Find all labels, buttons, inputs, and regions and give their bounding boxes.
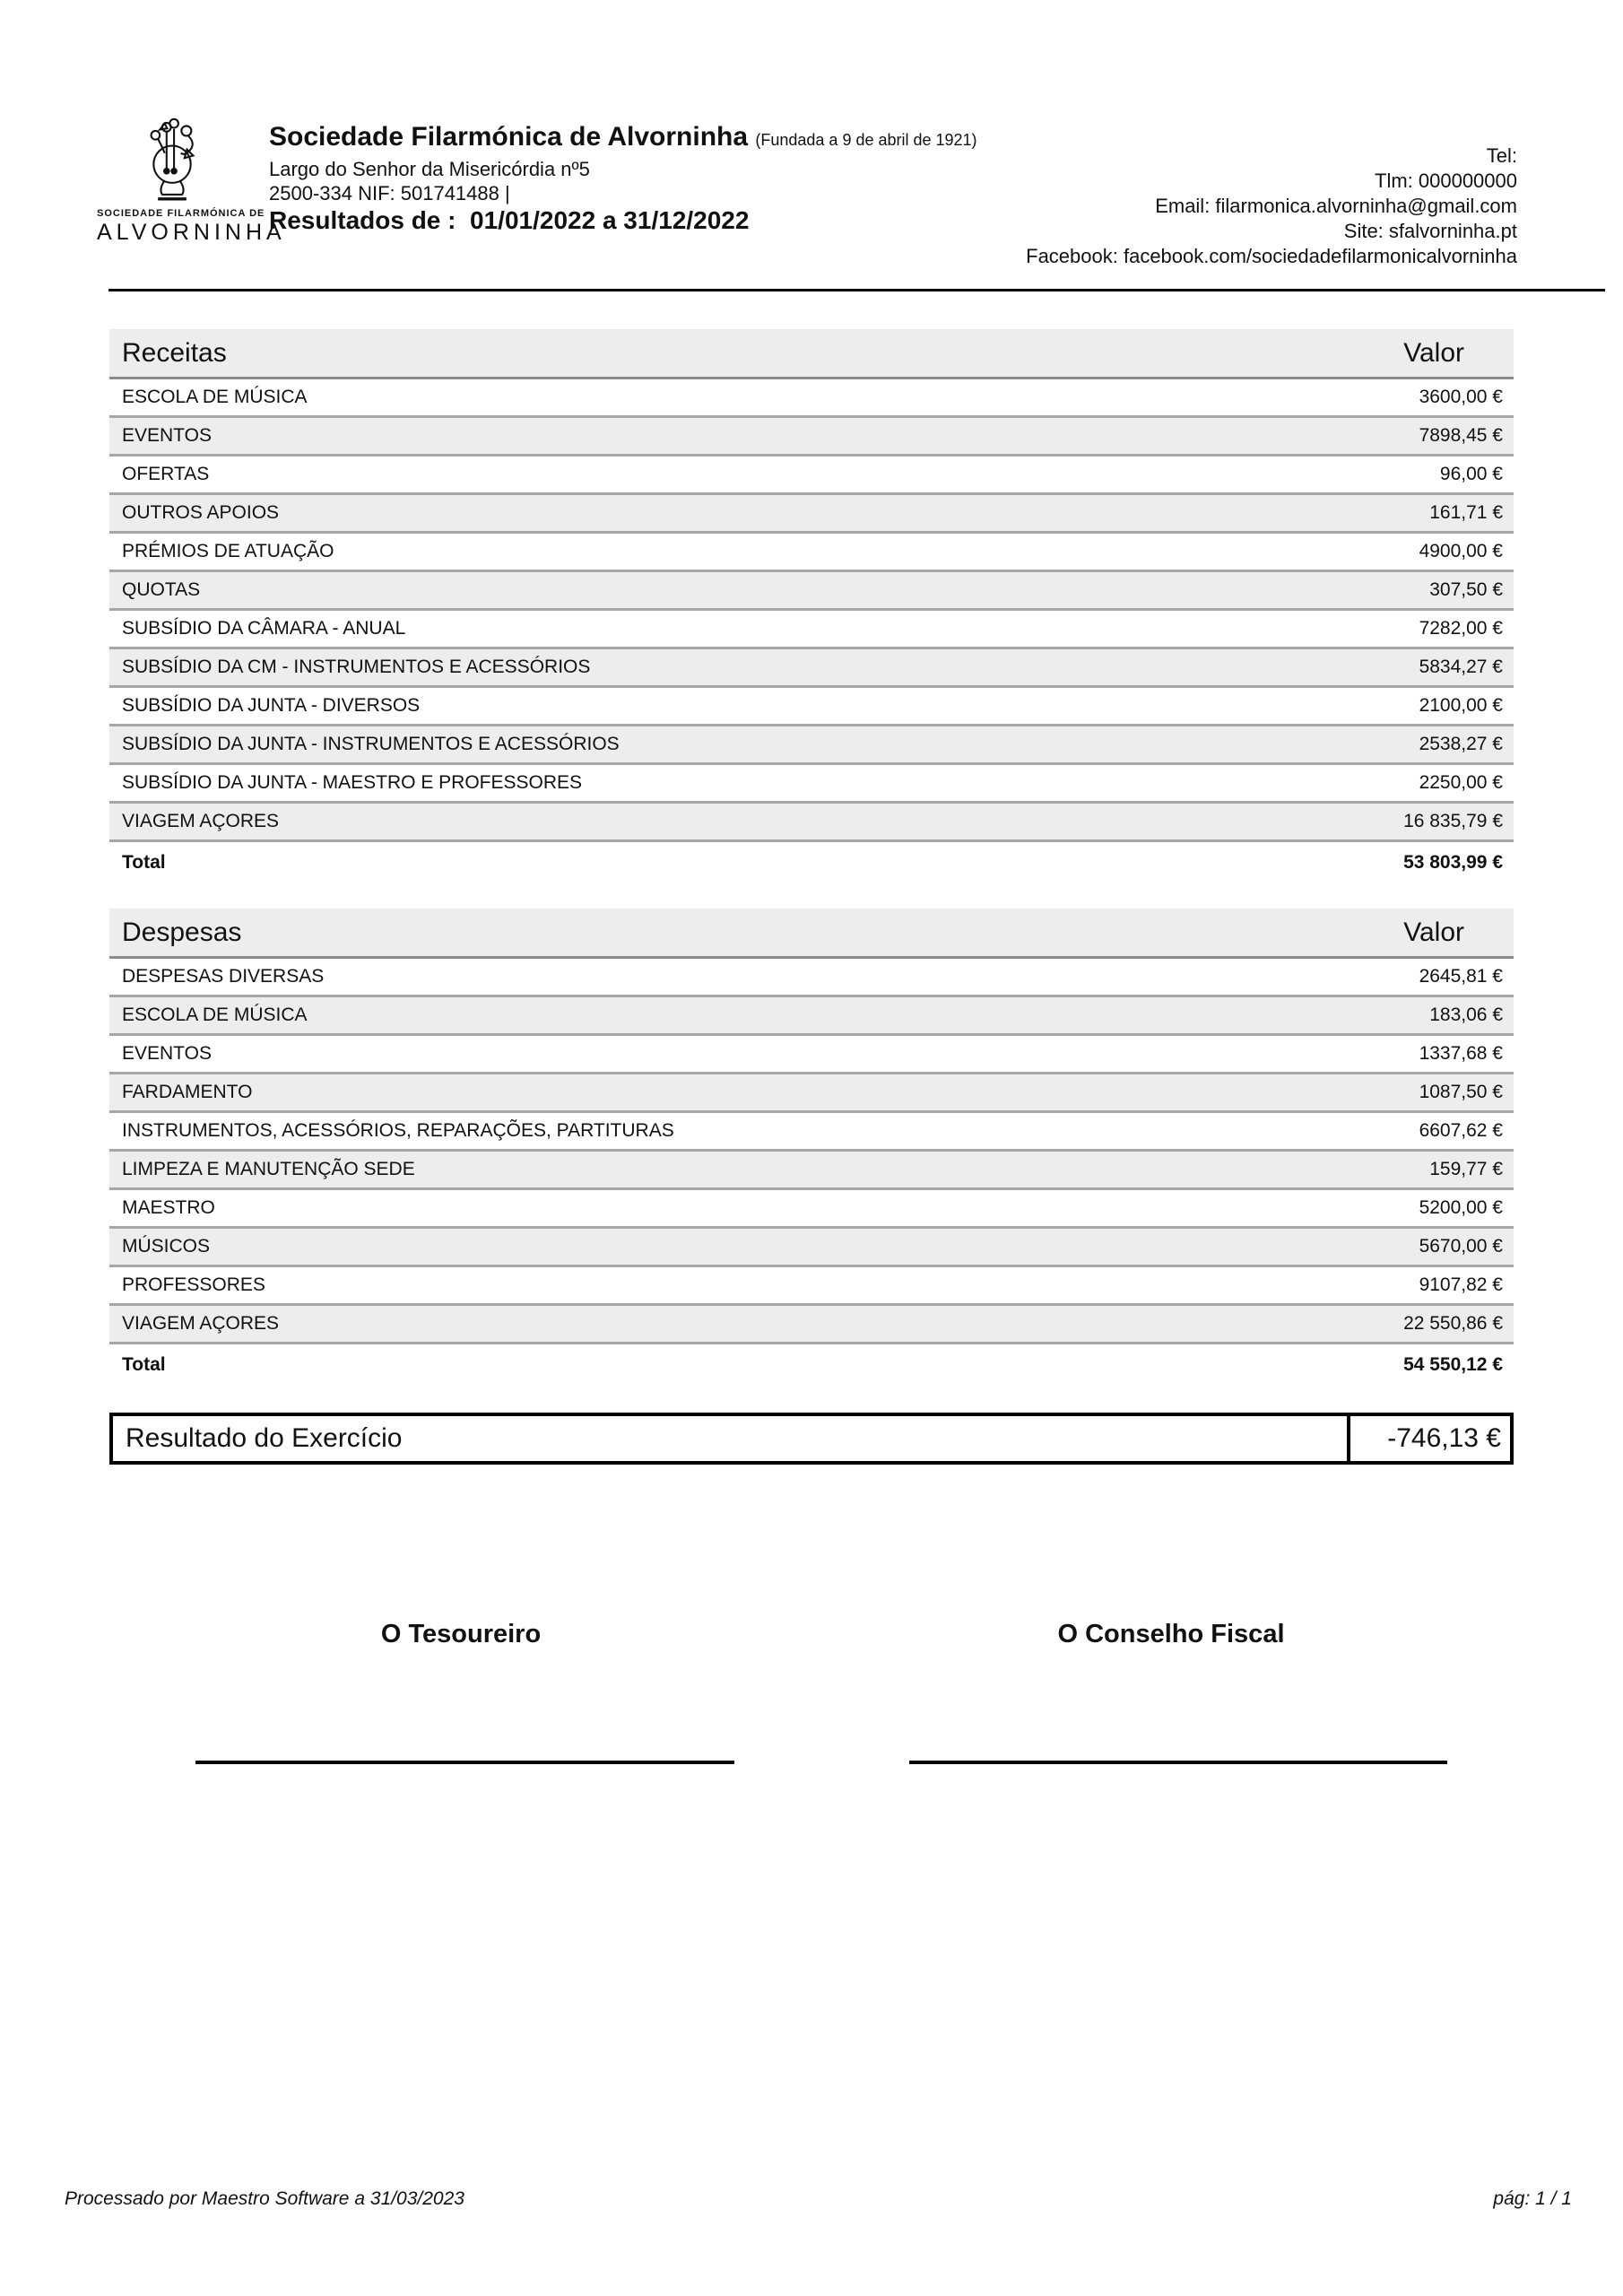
row-label: FARDAMENTO [122,1082,253,1102]
total-label: Total [122,1354,166,1375]
total-value: 54 550,12 € [1403,1354,1503,1375]
row-value: 5834,27 € [1419,657,1503,677]
signature-label-tesoureiro: O Tesoureiro [380,1620,542,1648]
contact-email: Email: filarmonica.alvorninha@gmail.com [1155,195,1517,217]
row-label: OUTROS APOIOS [122,502,280,523]
row-value: 5200,00 € [1419,1197,1503,1218]
row-label: MÚSICOS [122,1236,211,1257]
despesas-title: Despesas [122,917,242,947]
table-row [109,1074,1514,1113]
despesas-total-row [109,1344,1514,1386]
header-divider-rule [108,289,1605,291]
row-value: 2250,00 € [1419,772,1503,793]
despesas-rows [109,959,1514,1344]
row-value: 22 550,86 € [1403,1313,1503,1334]
org-name: Sociedade Filarmónica de Alvorninha [269,122,749,152]
contact-facebook: Facebook: facebook.com/sociedadefilarmonicalvorninha [1026,245,1517,267]
row-value: 6607,62 € [1419,1120,1503,1141]
row-value: 7282,00 € [1419,618,1503,639]
row-value: 5670,00 € [1419,1236,1503,1257]
row-label: VIAGEM AÇORES [122,1313,280,1334]
footer-processed-by: Processado por Maestro Software a 31/03/2023 [65,2188,464,2209]
table-row [109,997,1514,1036]
row-value: 4900,00 € [1419,541,1503,561]
table-row [109,1306,1514,1344]
table-row [109,1036,1514,1074]
signature-line-tesoureiro [195,1761,734,1764]
row-value: 1087,50 € [1419,1082,1503,1102]
row-value: 1337,68 € [1419,1043,1503,1064]
table-row [109,649,1514,688]
row-value: 2538,27 € [1419,734,1503,754]
row-label: EVENTOS [122,1043,212,1064]
row-label: SUBSÍDIO DA CÂMARA - ANUAL [122,618,406,639]
row-label: PRÉMIOS DE ATUAÇÃO [122,541,334,561]
despesas-valor-header: Valor [1403,917,1464,947]
table-row [109,688,1514,726]
resultado-value: -746,13 € [1347,1416,1510,1461]
table-row [109,495,1514,534]
org-founded-note: (Fundada a 9 de abril de 1921) [755,131,977,149]
receitas-table [109,329,1514,883]
table-row [109,1152,1514,1190]
table-row [109,534,1514,572]
receitas-total-row [109,842,1514,883]
row-label: INSTRUMENTOS, ACESSÓRIOS, REPARAÇÕES, PARTITURAS [122,1120,674,1141]
table-row [109,611,1514,649]
row-label: OFERTAS [122,464,210,484]
table-row [109,1267,1514,1306]
table-row [109,1229,1514,1267]
org-nif: 2500-334 NIF: 501741488 | [269,182,510,204]
logo-caption-bottom: ALVORNINHA [97,220,286,245]
table-row [109,804,1514,842]
logo-caption-top: SOCIEDADE FILARMÓNICA DE [97,208,265,219]
row-value: 307,50 € [1429,579,1503,600]
row-label: PROFESSORES [122,1274,265,1295]
row-label: SUBSÍDIO DA JUNTA - DIVERSOS [122,695,421,716]
row-label: ESCOLA DE MÚSICA [122,1004,308,1025]
row-value: 96,00 € [1439,464,1503,484]
lyre-icon [141,115,204,204]
row-label: DESPESAS DIVERSAS [122,966,325,987]
table-row [109,457,1514,495]
row-value: 159,77 € [1429,1159,1503,1179]
row-label: SUBSÍDIO DA CM - INSTRUMENTOS E ACESSÓRIOS [122,657,591,677]
row-value: 2100,00 € [1419,695,1503,716]
contact-tlm: Tlm: 000000000 [1375,170,1517,192]
row-value: 9107,82 € [1419,1274,1503,1295]
row-value: 2645,81 € [1419,966,1503,987]
total-label: Total [122,852,166,873]
row-label: SUBSÍDIO DA JUNTA - INSTRUMENTOS E ACESSÓRIOS [122,734,620,754]
row-value: 161,71 € [1429,502,1503,523]
org-logo [97,115,286,246]
despesas-header-row [109,909,1514,959]
resultado-box [109,1413,1514,1465]
table-row [109,726,1514,765]
despesas-table [109,909,1514,1386]
row-label: MAESTRO [122,1197,215,1218]
resultado-label: Resultado do Exercício [126,1423,403,1453]
table-row [109,1190,1514,1229]
row-value: 7898,45 € [1419,425,1503,446]
row-value: 16 835,79 € [1403,811,1503,831]
row-label: SUBSÍDIO DA JUNTA - MAESTRO E PROFESSORES [122,772,583,793]
table-row [109,572,1514,611]
receitas-rows [109,379,1514,842]
table-row [109,418,1514,457]
contact-tel: Tel: [1486,144,1517,167]
receitas-title: Receitas [122,337,227,368]
contact-site: Site: sfalvorninha.pt [1343,220,1517,242]
row-label: LIMPEZA E MANUTENÇÃO SEDE [122,1159,415,1179]
row-label: EVENTOS [122,425,212,446]
table-row [109,1113,1514,1152]
total-value: 53 803,99 € [1403,852,1503,873]
table-row [109,765,1514,804]
org-block [269,120,977,236]
receitas-header-row [109,329,1514,379]
footer-page-number: pág: 1 / 1 [1493,2188,1572,2209]
row-label: QUOTAS [122,579,201,600]
contact-block [1026,144,1517,269]
signature-line-conselho-fiscal [909,1761,1447,1764]
row-value: 183,06 € [1429,1004,1503,1025]
org-address: Largo do Senhor da Misericórdia nº5 [269,158,590,180]
report-title: Resultados de : 01/01/2022 a 31/12/2022 [269,206,750,234]
table-row [109,379,1514,418]
receitas-valor-header: Valor [1403,337,1464,368]
signature-label-conselho-fiscal: O Conselho Fiscal [1057,1620,1285,1648]
org-name-line [269,120,977,157]
row-value: 3600,00 € [1419,387,1503,407]
row-label: ESCOLA DE MÚSICA [122,387,308,407]
table-row [109,959,1514,997]
row-label: VIAGEM AÇORES [122,811,280,831]
